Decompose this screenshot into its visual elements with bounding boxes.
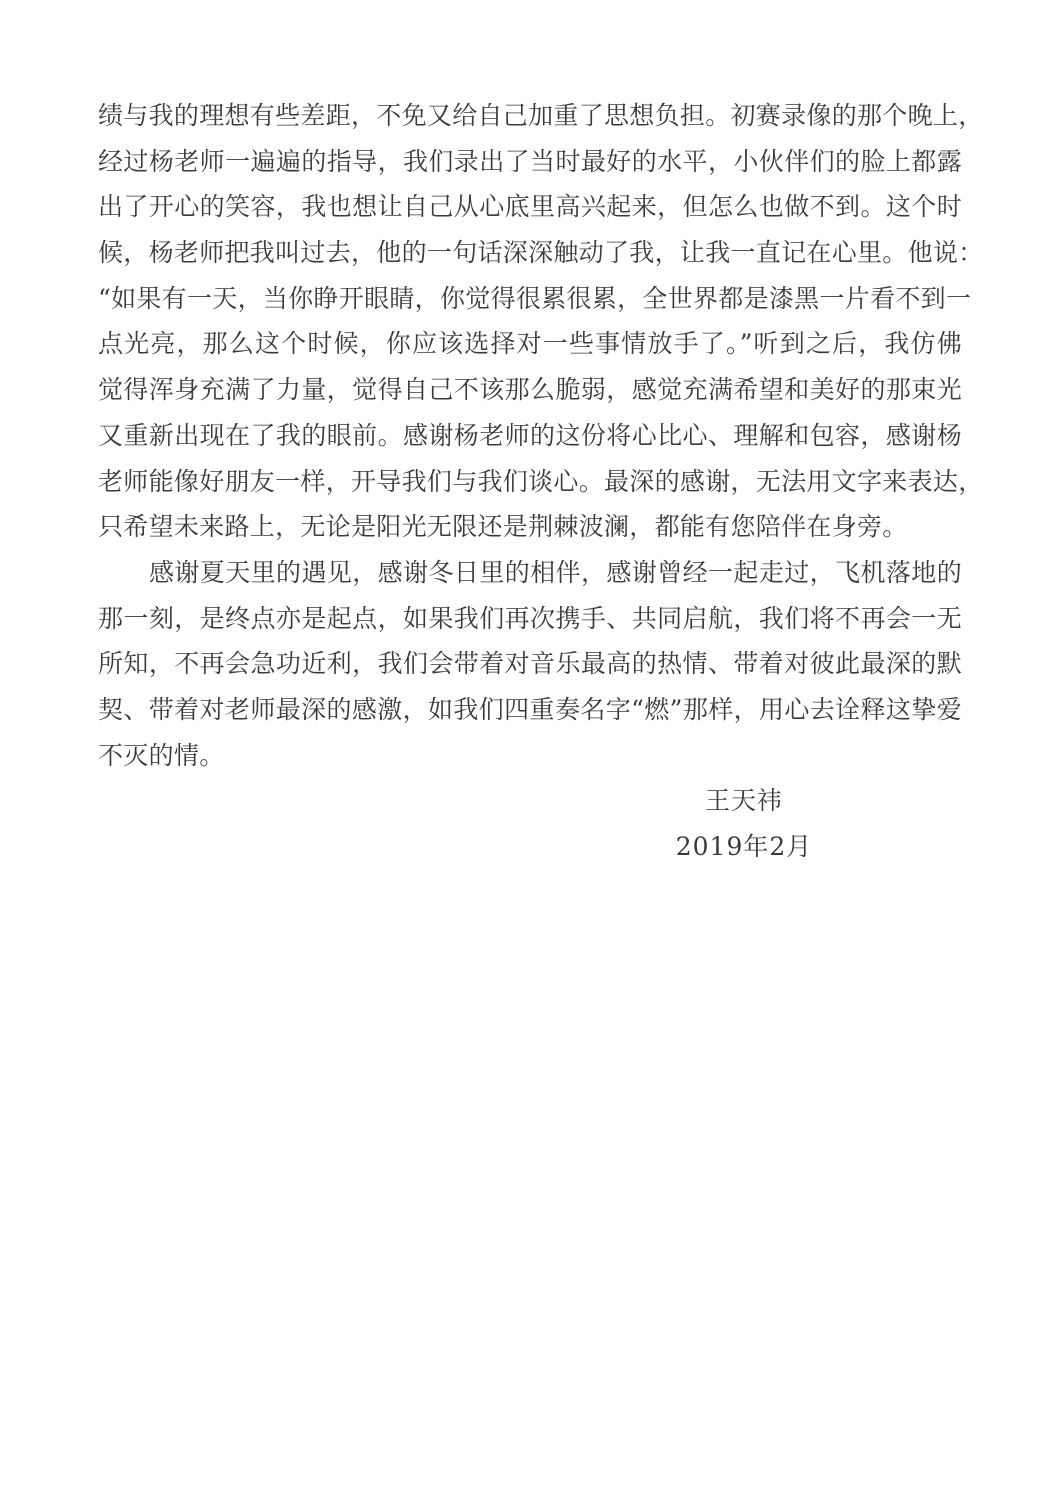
text-line: 感谢夏天里的遇见，感谢冬日里的相伴，感谢曾经一起走过，飞机落地的: [149, 557, 962, 587]
text-line: 候，杨老师把我叫过去，他的一句话深深触动了我，让我一直记在心里。他说：: [98, 238, 984, 268]
text-line: 那一刻，是终点亦是起点，如果我们再次携手、共同启航，我们将不再会一无: [98, 603, 962, 633]
text-line: 出了开心的笑容，我也想让自己从心底里高兴起来，但怎么也做不到。这个时: [98, 192, 962, 222]
signature-name: 王天祎: [704, 786, 783, 815]
text-line: 又重新出现在了我的眼前。感谢杨老师的这份将心比心、理解和包容，感谢杨: [98, 420, 962, 450]
signature-date: 2019年2月: [675, 831, 813, 861]
text-line: 绩与我的理想有些差距，不免又给自己加重了思想负担。初赛录像的那个晚上，: [98, 101, 984, 130]
document-text: [98, 93, 984, 778]
text-line: 只希望未来路上，无论是阳光无限还是荆棘波澜，都能有您陪伴在身旁。: [98, 512, 908, 542]
signature-block: [624, 778, 864, 869]
text-line: 契、带着对老师最深的感激，如我们四重奏名字“燃”那样，用心去诠释这挚爱: [98, 694, 962, 724]
text-line: 不灭的情。: [98, 740, 225, 770]
text-line: “如果有一天，当你睁开眼睛，你觉得很累很累，全世界都是漆黑一片看不到一: [98, 283, 972, 313]
text-line: 点光亮，那么这个时候，你应该选择对一些事情放手了。”听到之后，我仿佛: [98, 329, 962, 359]
text-line: 老师能像好朋友一样，开导我们与我们谈心。最深的感谢，无法用文字来表达，: [98, 466, 984, 496]
text-line: 经过杨老师一遍遍的指导，我们录出了当时最好的水平，小伙伴们的脸上都露: [98, 146, 962, 176]
text-line: 所知，不再会急功近利，我们会带着对音乐最高的热情、带着对彼此最深的默: [98, 649, 962, 679]
text-line: 觉得浑身充满了力量，觉得自己不该那么脆弱，感觉充满希望和美好的那束光: [98, 375, 962, 405]
